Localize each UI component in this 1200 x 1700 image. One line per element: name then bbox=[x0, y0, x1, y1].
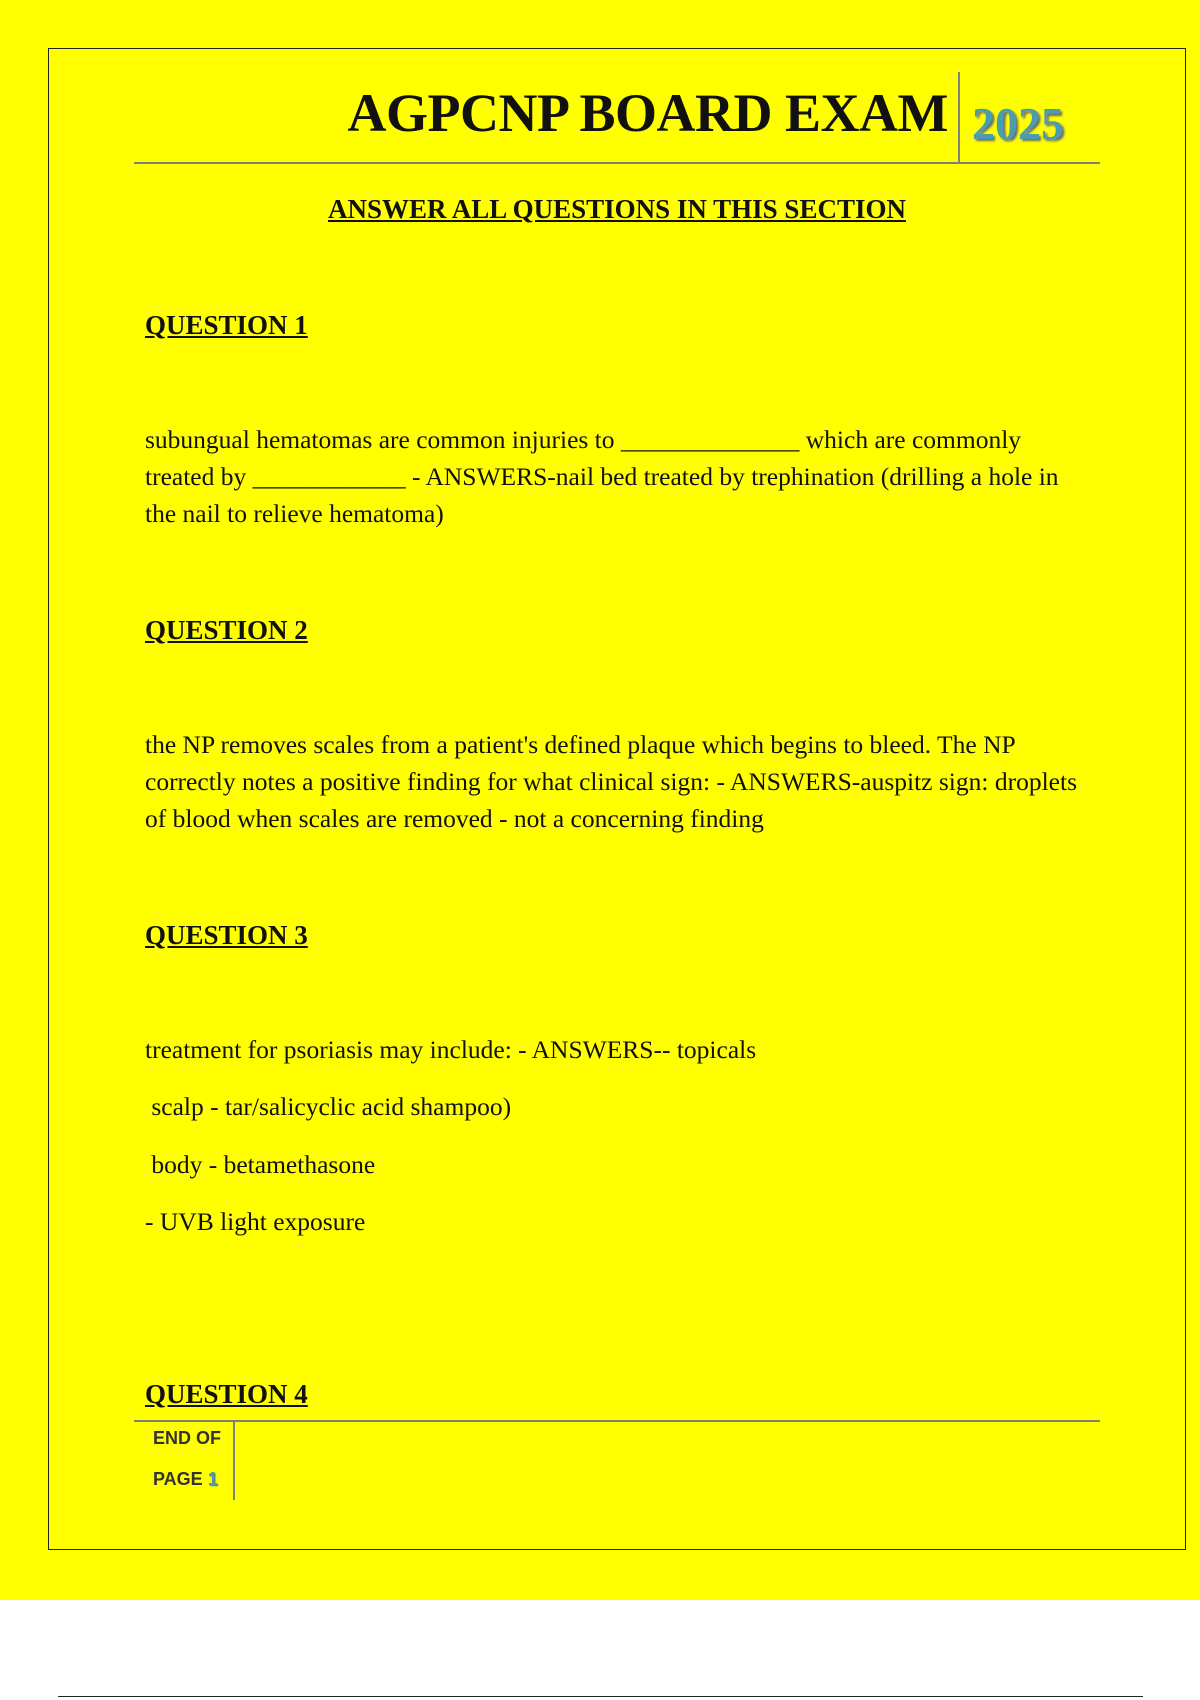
question-2-heading: QUESTION 2 bbox=[145, 615, 308, 645]
footer-divider bbox=[233, 1422, 235, 1500]
question-3-line-3: body - betamethasone bbox=[145, 1150, 376, 1179]
header-divider bbox=[958, 72, 960, 163]
header-rule bbox=[134, 162, 1100, 164]
question-3-heading: QUESTION 3 bbox=[145, 920, 308, 950]
section-heading: ANSWER ALL QUESTIONS IN THIS SECTION bbox=[328, 194, 906, 224]
question-3-line-2: scalp - tar/salicyclic acid shampoo) bbox=[145, 1092, 512, 1121]
question-1-heading: QUESTION 1 bbox=[145, 310, 308, 340]
question-2-text: the NP removes scales from a patient's defined plaque which begins to bleed. The NP correctly notes a positive finding for what clinical sign: - ANSWERS-auspitz sign: droplets of blood when scales are removed - not a concerning finding bbox=[145, 730, 1077, 833]
exam-year: 2025 bbox=[972, 98, 1064, 149]
footer-page-word: PAGE bbox=[153, 1469, 203, 1489]
question-1-text: subungual hematomas are common injuries to ______________ which are commonly treated by ____________ - ANSWERS-nail bed treated by trephination (drilling a hole in the nail to relieve hematoma) bbox=[145, 425, 1059, 528]
question-3-line-1: treatment for psoriasis may include: - ANSWERS-- topicals bbox=[145, 1035, 757, 1064]
question-3-line-4: - UVB light exposure bbox=[145, 1207, 366, 1236]
document-title: AGPCNP BOARD EXAM bbox=[347, 83, 948, 143]
footer-end-of: END OF bbox=[153, 1428, 222, 1448]
question-4-heading: QUESTION 4 bbox=[145, 1379, 308, 1409]
footer-page-label bbox=[153, 1467, 218, 1491]
footer-rule bbox=[134, 1420, 1100, 1422]
footer-page-number: 1 bbox=[207, 1469, 218, 1489]
bottom-rule bbox=[58, 1696, 1143, 1697]
